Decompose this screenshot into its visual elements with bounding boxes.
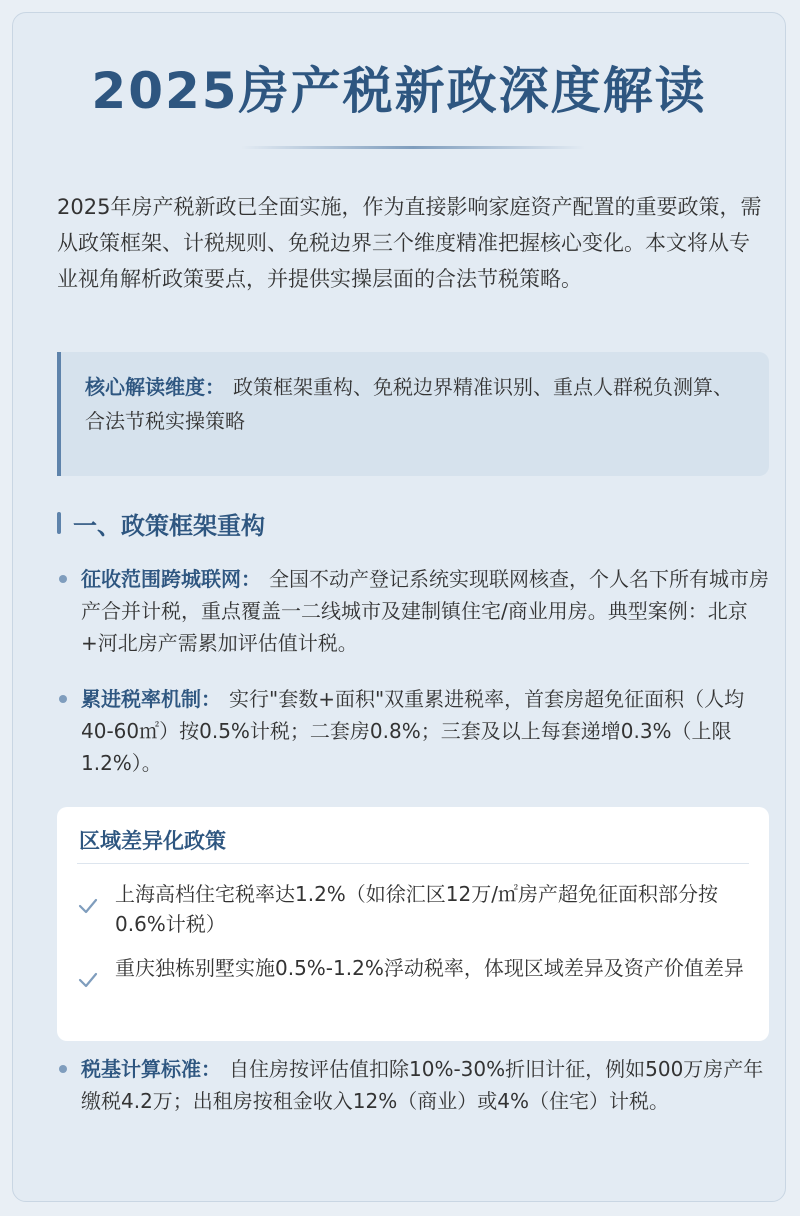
bullet-label: 税基计算标准： [81,1057,221,1081]
bullet-text: 实行"套数+面积"双重累进税率，首套房超免征面积（人均40-60㎡）按0.5%计税；二套房0.8%；三套及以上每套递增0.3%（上限1.2%）。 [81,687,745,775]
check-icon [77,895,99,917]
bullet-item [57,1053,769,1117]
bullet-label: 征收范围跨城联网： [81,567,261,591]
title-divider [241,146,585,149]
bullet-label: 累进税率机制： [81,687,221,711]
section-heading [57,503,265,543]
bullet-text: 自住房按评估值扣除10%-30%折旧计征，例如500万房产年缴税4.2万；出租房按租金收入12%（商业）或4%（住宅）计税。 [81,1057,764,1113]
core-label: 核心解读维度： [85,375,225,399]
section-title: 一、政策框架重构 [73,511,265,540]
bullet-dot-icon [59,575,67,583]
region-title: 区域差异化政策 [79,829,226,853]
region-item-text: 重庆独栋别墅实施0.5%-1.2%浮动税率，体现区域差异及资产价值差异 [115,956,744,980]
page-title: 2025房产税新政深度解读 [91,62,707,120]
check-icon [77,969,99,991]
region-divider [77,863,749,864]
document-card [12,12,786,1202]
region-list-item [75,953,751,983]
bullet-text: 全国不动产登记系统实现联网核查，个人名下所有城市房产合并计税，重点覆盖一二线城市及建制镇住宅/商业用房。典型案例：北京+河北房产需累加评估值计税。 [81,567,769,655]
bullet-dot-icon [59,1065,67,1073]
core-text: 政策框架重构、免税边界精准识别、重点人群税负测算、合法节税实操策略 [85,375,733,433]
bullet-item [57,683,769,779]
intro-paragraph: 2025年房产税新政已全面实施，作为直接影响家庭资产配置的重要政策，需从政策框架、计税规则、免税边界三个维度精准把握核心变化。本文将从专业视角解析政策要点，并提供实操层面的合法节税策略。 [57,195,762,291]
bullet-dot-icon [59,695,67,703]
section-marker [57,512,61,534]
region-policy-card [57,807,769,1041]
region-list-item [75,879,751,939]
region-item-text: 上海高档住宅税率达1.2%（如徐汇区12万/㎡房产超免征面积部分按0.6%计税） [115,882,718,936]
core-dimensions-box [57,352,769,476]
bullet-item [57,563,769,659]
